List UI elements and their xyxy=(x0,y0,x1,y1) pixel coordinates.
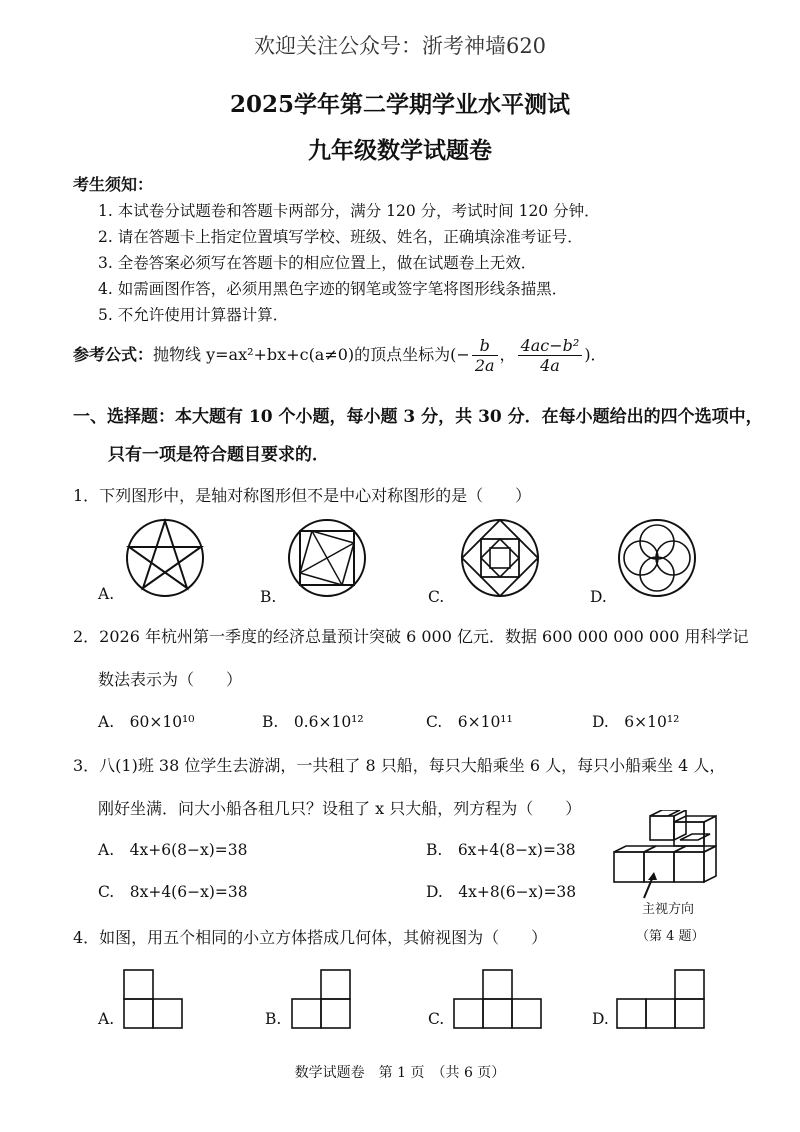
note-item: 2. 请在答题卡上指定位置填写学校、班级、姓名，正确填涂准考证号． xyxy=(98,228,583,246)
fraction-numerator: 4ac−b² xyxy=(518,336,583,356)
section-heading: 一、选择题：本大题有 10 个小题，每小题 3 分，共 30 分．在每小题给出的四个选项中， xyxy=(73,407,763,427)
note-item: 1. 本试卷分试题卷和答题卡两部分，满分 120 分，考试时间 120 分钟． xyxy=(98,202,600,220)
q1-option-b[interactable]: B. xyxy=(260,588,277,606)
q4-figure-caption: 主视方向 xyxy=(642,902,695,917)
question-2-stem: 2．2026 年杭州第一季度的经济总量预计突破 6 000 亿元．数据 600 000 000 000 用科学记 xyxy=(73,627,749,646)
q1-option-a[interactable]: A. xyxy=(98,585,115,603)
question-3-stem-cont: 刚好坐满．问大小船各租几只？设租了 x 只大船，列方程为（ ） xyxy=(98,799,582,818)
formula-end: )． xyxy=(584,345,607,364)
q4-top-view-d xyxy=(615,968,707,1030)
q3-option-c[interactable]: C. 8x+4(6−x)=38 xyxy=(98,883,248,901)
q3-option-b[interactable]: B. 6x+4(8−x)=38 xyxy=(426,841,576,859)
q4-option-c[interactable]: C. xyxy=(428,1010,445,1028)
q2-option-c[interactable]: C. 6×10¹¹ xyxy=(426,713,513,731)
exam-subtitle: 九年级数学试题卷 xyxy=(308,137,492,164)
q1-figure-a-star-icon xyxy=(120,518,210,604)
q1-option-d[interactable]: D. xyxy=(590,588,607,606)
question-3-stem: 3．八(1)班 38 位学生去游湖，一共租了 8 只船，每只大船乘坐 6 人，每只小船乘坐 4 人， xyxy=(73,756,726,775)
q1-figure-d-petal-icon xyxy=(612,518,702,604)
q4-top-view-c xyxy=(452,968,544,1030)
q2-option-b[interactable]: B. 0.6×10¹² xyxy=(262,713,364,731)
fraction xyxy=(472,336,498,375)
q4-cube-stack-figure xyxy=(608,810,728,900)
fraction-denominator: 2a xyxy=(474,356,495,375)
q1-figure-c-nested-squares-icon xyxy=(455,518,545,604)
q4-top-view-a xyxy=(122,968,186,1030)
q1-figure-b-pinwheel-icon xyxy=(282,518,372,604)
q4-figure-label: （第 4 题） xyxy=(636,929,705,944)
q4-top-view-b xyxy=(290,968,354,1030)
note-item: 5. 不允许使用计算器计算． xyxy=(98,306,289,324)
fraction-denominator: 4a xyxy=(540,356,560,375)
formula-label: 参考公式： xyxy=(73,345,154,364)
notes-heading: 考生须知： xyxy=(73,175,154,194)
section-heading-cont: 只有一项是符合题目要求的． xyxy=(108,445,329,465)
watermark: 欢迎关注公众号：浙考神墙620 xyxy=(253,34,547,58)
note-item: 3. 全卷答案必须写在答题卡的相应位置上，做在试题卷上无效． xyxy=(98,254,537,272)
formula-separator: ， xyxy=(499,345,516,364)
fraction-numerator: b xyxy=(472,336,498,356)
q2-option-a[interactable]: A. 60×10¹⁰ xyxy=(98,713,195,731)
reference-formula xyxy=(73,336,607,375)
page-footer: 数学试题卷 第 1 页 （共 6 页） xyxy=(294,1065,506,1081)
q1-option-c[interactable]: C. xyxy=(428,588,445,606)
q4-option-a[interactable]: A. xyxy=(98,1010,115,1028)
q3-option-d[interactable]: D. 4x+8(6−x)=38 xyxy=(426,883,577,901)
q4-option-b[interactable]: B. xyxy=(265,1010,282,1028)
q2-option-d[interactable]: D. 6×10¹² xyxy=(592,713,680,731)
question-2-stem-cont: 数法表示为（ ） xyxy=(98,670,243,689)
question-4-stem: 4．如图，用五个相同的小立方体搭成几何体，其俯视图为（ ） xyxy=(73,928,548,947)
exam-title: 2025学年第二学期学业水平测试 xyxy=(229,91,570,118)
q3-option-a[interactable]: A. 4x+6(8−x)=38 xyxy=(98,841,248,859)
formula-text: 抛物线 y=ax²+bx+c(a≠0)的顶点坐标为(− xyxy=(153,345,470,364)
q4-option-d[interactable]: D. xyxy=(592,1010,609,1028)
question-1-stem: 1．下列图形中，是轴对称图形但不是中心对称图形的是（ ） xyxy=(73,486,532,505)
note-item: 4. 如需画图作答，必须用黑色字迹的钢笔或签字笔将图形线条描黑． xyxy=(98,280,568,298)
fraction xyxy=(518,336,583,375)
